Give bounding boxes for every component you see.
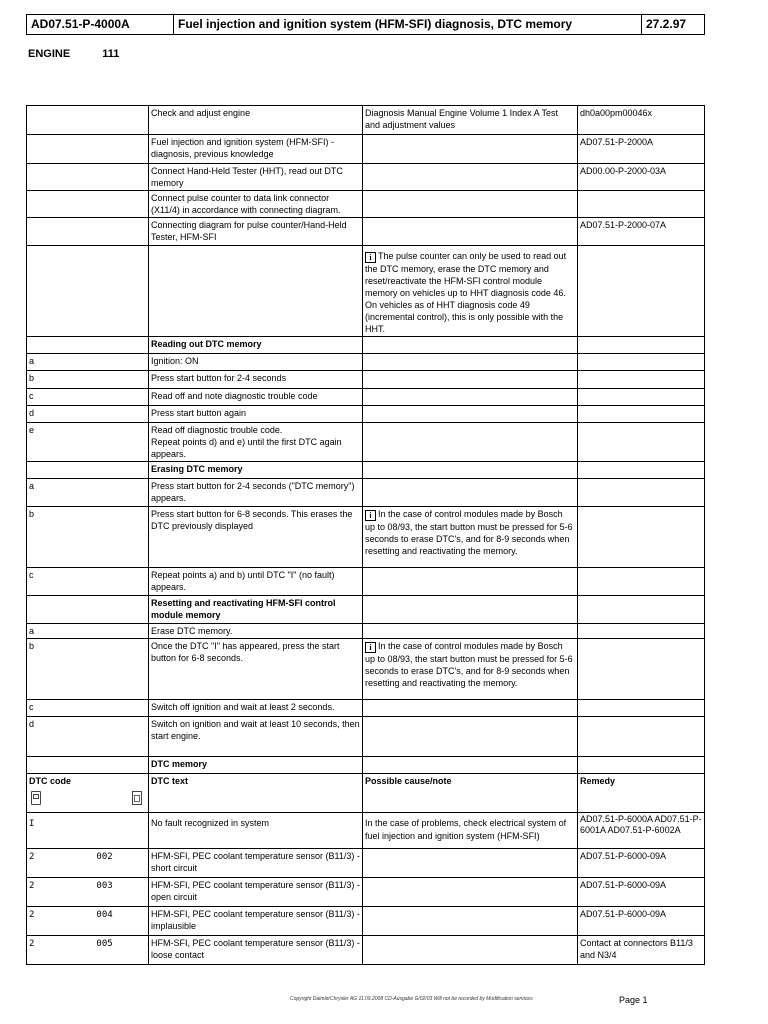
step-text: Press start button for 6-8 seconds. This erases the DTC previously displayed [149, 507, 363, 568]
section-header-row [27, 596, 705, 624]
table-row [27, 624, 705, 639]
column-header-cause: Possible cause/note [363, 774, 578, 813]
copyright-footer: Copyright DaimlerChrysler AG 11.09.2008 CD-Ausgabe G/02/03 Will not be recorded by Modification services [290, 996, 533, 1002]
dtc-code: 2 [29, 852, 35, 862]
dtc-row [27, 813, 705, 849]
table-row [27, 639, 705, 700]
step-key: c [27, 389, 149, 406]
dtc-row [27, 878, 705, 907]
step-text: Press start button again [149, 406, 363, 423]
reference-link[interactable]: AD07.51-P-2000-07A [578, 218, 705, 246]
step-key: c [27, 700, 149, 717]
step-text: Press start button for 2-4 seconds [149, 371, 363, 389]
step-key: a [27, 479, 149, 507]
reference-link[interactable]: AD07.51-P-2000A [578, 135, 705, 164]
table-row [27, 568, 705, 596]
hand-held-tester-icon [31, 791, 41, 805]
info-icon: i [365, 510, 376, 521]
document-title: Fuel injection and ignition system (HFM-SFI) diagnosis, DTC memory [174, 15, 642, 34]
note-text: In the case of control modules made by Bosch up to 08/93, the start button must be pressed for 5-6 seconds to erase DTC's, and for 8-9 seconds when resetting and reactivating the memory. [365, 509, 573, 556]
table-row [27, 246, 705, 337]
dtc-remedy[interactable]: AD07.51-P-6000-09A [578, 907, 705, 936]
dtc-cause [363, 878, 578, 907]
reference-text: Diagnosis Manual Engine Volume 1 Index A Test and adjustment values [363, 106, 578, 135]
dtc-text: HFM-SFI, PEC coolant temperature sensor (B11/3) - short circuit [149, 849, 363, 878]
step-text: Switch off ignition and wait at least 2 seconds. [149, 700, 363, 717]
step-text: Erase DTC memory. [149, 624, 363, 639]
step-key: e [27, 423, 149, 462]
table-row [27, 406, 705, 423]
table-row [27, 164, 705, 191]
dtc-text: HFM-SFI, PEC coolant temperature sensor (B11/3) - loose contact [149, 936, 363, 965]
info-icon: i [365, 252, 376, 263]
table-row [27, 135, 705, 164]
dtc-header-row [27, 774, 705, 813]
column-header-dtc-text: DTC text [149, 774, 363, 813]
table-row [27, 479, 705, 507]
step-key: b [27, 371, 149, 389]
table-row [27, 507, 705, 568]
dtc-remedy: Contact at connectors B11/3 and N3/4 [578, 936, 705, 965]
step-key: d [27, 406, 149, 423]
dtc-code: 2 [29, 910, 35, 920]
dtc-subcode: 004 [96, 910, 113, 920]
step-text: Check and adjust engine [149, 106, 363, 135]
table-row [27, 354, 705, 371]
table-row [27, 191, 705, 218]
step-key: a [27, 624, 149, 639]
section-header-row [27, 462, 705, 479]
info-icon: i [365, 642, 376, 653]
step-text: Connect pulse counter to data link connector (X11/4) in accordance with connecting diagram. [149, 191, 363, 218]
dtc-remedy[interactable]: AD07.51-P-6000A AD07.51-P-6001A AD07.51-P-6002A [578, 813, 705, 849]
step-text: Connect Hand-Held Tester (HHT), read out DTC memory [149, 164, 363, 191]
note-text: In the case of control modules made by Bosch up to 08/93, the start button must be pressed for 5-6 seconds to erase DTC's, and for 8-9 seconds when resetting and reactivating the memory. [365, 641, 573, 688]
dtc-text: HFM-SFI, PEC coolant temperature sensor (B11/3) - open circuit [149, 878, 363, 907]
dtc-cause [363, 936, 578, 965]
pulse-counter-icon [132, 791, 142, 805]
step-key: a [27, 354, 149, 371]
step-text: Fuel injection and ignition system (HFM-SFI) - diagnosis, previous knowledge [149, 135, 363, 164]
dtc-subcode: 003 [96, 881, 113, 891]
dtc-subcode: 002 [96, 852, 113, 862]
dtc-code: 2 [29, 939, 35, 949]
step-text: Switch on ignition and wait at least 10 seconds, then start engine. [149, 717, 363, 757]
step-key: c [27, 568, 149, 596]
dtc-code: 2 [29, 881, 35, 891]
dtc-cause [363, 907, 578, 936]
dtc-row [27, 936, 705, 965]
step-text: Press start button for 2-4 seconds ("DTC memory") appears. [149, 479, 363, 507]
procedure-table [26, 105, 705, 965]
reference-link[interactable]: AD00.00-P-2000-03A [578, 164, 705, 191]
table-row [27, 106, 705, 135]
step-text-continued: Repeat points d) and e) until the first DTC again appears. [151, 437, 342, 459]
engine-label [28, 48, 119, 60]
section-header-row [27, 757, 705, 774]
reference-link[interactable]: dh0a00pm00046x [578, 106, 705, 135]
dtc-code: I [29, 819, 35, 829]
engine-number: 111 [102, 48, 120, 60]
section-title: Resetting and reactivating HFM-SFI control module memory [149, 596, 363, 624]
step-text: Read off diagnostic trouble code. [151, 425, 283, 435]
table-row [27, 423, 705, 462]
step-key: d [27, 717, 149, 757]
page-number: Page 1 [619, 995, 648, 1005]
section-title: Erasing DTC memory [149, 462, 363, 479]
step-text: Read off and note diagnostic trouble code [149, 389, 363, 406]
document-header [26, 14, 705, 35]
dtc-cause: In the case of problems, check electrical system of fuel injection and ignition system (HFM-SFI) [363, 813, 578, 849]
dtc-remedy[interactable]: AD07.51-P-6000-09A [578, 849, 705, 878]
table-row [27, 700, 705, 717]
dtc-row [27, 849, 705, 878]
column-header-dtc-code: DTC code [29, 776, 72, 786]
section-title: Reading out DTC memory [149, 337, 363, 354]
section-header-row [27, 337, 705, 354]
document-id: AD07.51-P-4000A [27, 15, 174, 34]
engine-label-text: ENGINE [28, 48, 71, 60]
step-text: Repeat points a) and b) until DTC "I" (no fault) appears. [149, 568, 363, 596]
step-key: b [27, 507, 149, 568]
note-text: The pulse counter can only be used to read out the DTC memory, erase the DTC memory and reset/reactivate the HFM-SFI control module memory on vehicles up to HHT diagnosis code 46. On vehicles as of HHT diagnosis code 49 (incremental control), this is only possible with the HHT. [365, 251, 567, 334]
dtc-text: HFM-SFI, PEC coolant temperature sensor (B11/3) - implausible [149, 907, 363, 936]
step-text: Once the DTC "I" has appeared, press the start button for 6-8 seconds. [149, 639, 363, 700]
dtc-text: No fault recognized in system [149, 813, 363, 849]
step-key: b [27, 639, 149, 700]
step-text: Ignition: ON [149, 354, 363, 371]
table-row [27, 371, 705, 389]
column-header-remedy: Remedy [578, 774, 705, 813]
table-row [27, 717, 705, 757]
dtc-remedy[interactable]: AD07.51-P-6000-09A [578, 878, 705, 907]
dtc-row [27, 907, 705, 936]
step-text: Connecting diagram for pulse counter/Hand-Held Tester, HFM-SFI [149, 218, 363, 246]
document-date: 27.2.97 [646, 17, 687, 31]
dtc-subcode: 005 [96, 939, 113, 949]
dtc-cause [363, 849, 578, 878]
table-row [27, 218, 705, 246]
table-row [27, 389, 705, 406]
section-title: DTC memory [149, 757, 363, 774]
